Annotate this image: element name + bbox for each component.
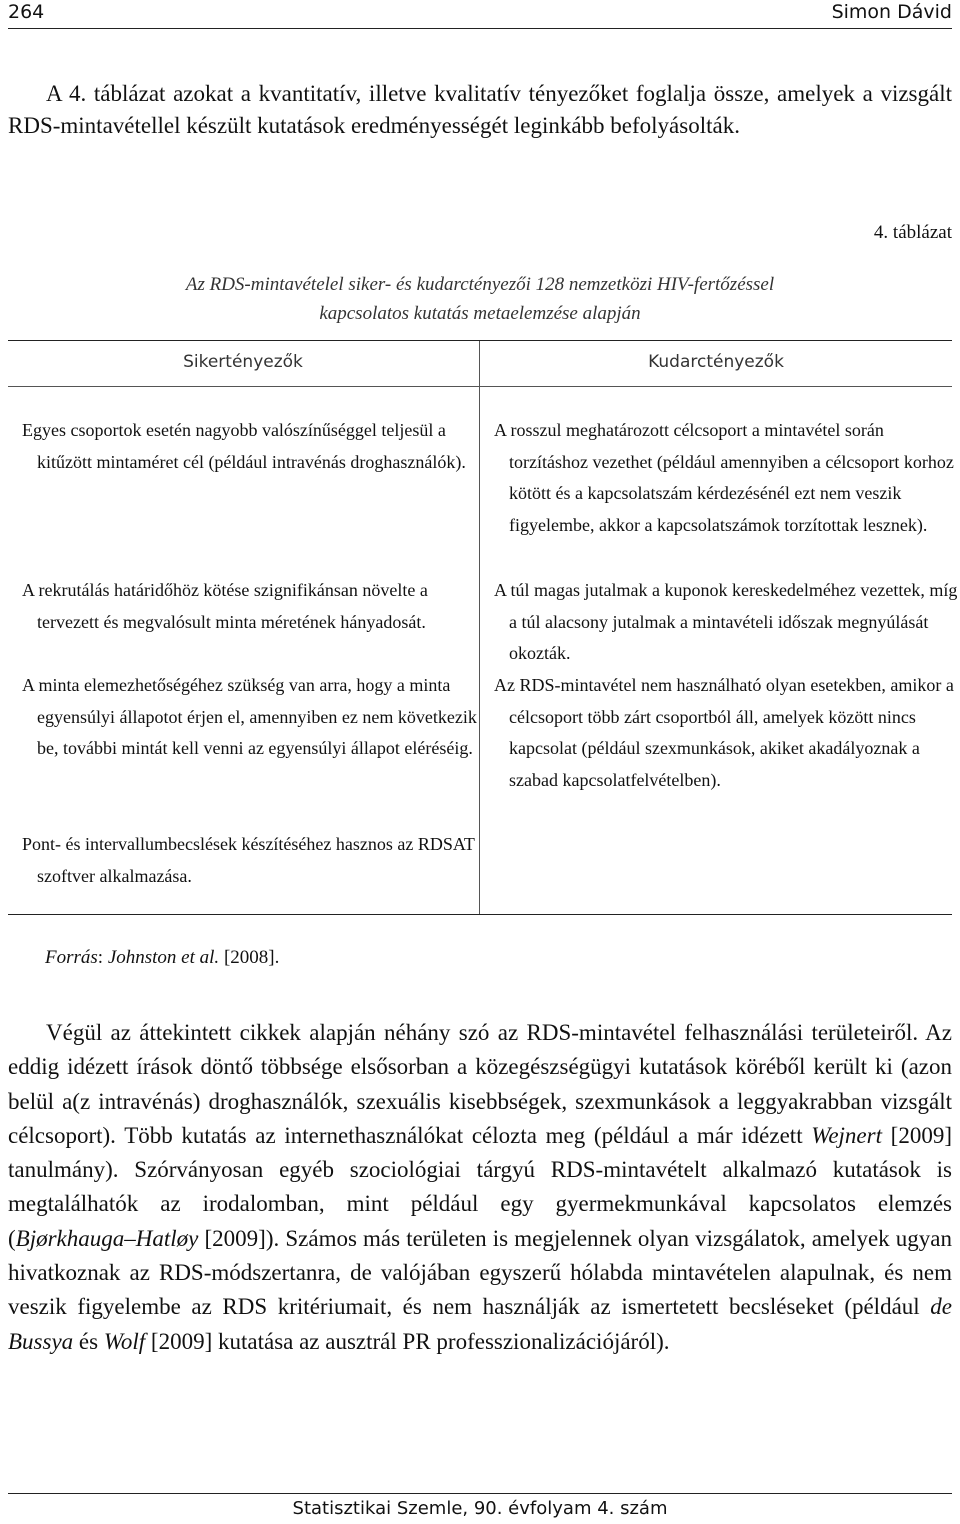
success-factor-4: Pont- és intervallumbecslések készítéséhez hasznos az RDSAT szoftver alkalmazása. bbox=[22, 834, 475, 886]
source-year: [2008]. bbox=[219, 947, 280, 968]
body-text-2: [2009] tanulmány). Szórványosan egyéb szociológiai tárgyú RDS-mintavételt alkalmazó kutatások is megtalálhatók az irodalomban, mint például egy gyermekmunkával kapcsolatos elemzés ( bbox=[8, 1122, 952, 1251]
table-header-rule bbox=[8, 386, 952, 387]
body-text-1: Végül az áttekintett cikkek alapján néhány szó az RDS-mintavétel felhasználási területeiről. Az eddig idézett írások döntő többsége elsősorban a közegészségügyi kutatások köréből került ki (azon belül a(z intravénás) droghasználók, szexuális kisebbségek, szexmunkások a leggyakrabban vizsgált célcsoport). Több kutatás az internethasználókat célozta meg (például a már idézett bbox=[8, 1020, 952, 1148]
failure-factor-2: A túl magas jutalmak a kuponok kereskedelméhez vezettek, míg a túl alacsony jutalmak a mintavételi időszak megnyúlását okozták. bbox=[494, 580, 958, 663]
table-title-line1: Az RDS-mintavételel siker- és kudarctényezői 128 nemzetközi HIV-fertőzéssel bbox=[185, 274, 775, 295]
table-source bbox=[45, 947, 279, 969]
source-label: Forrás bbox=[45, 947, 98, 968]
table-title bbox=[8, 270, 952, 328]
journal-footer: Statisztikai Szemle, 90. évfolyam 4. szám bbox=[8, 1493, 952, 1524]
success-factor-3: A minta elemezhetőségéhez szükség van arra, hogy a minta egyensúlyi állapotot érjen el, amennyiben ez nem következik be, további mintát kell venni az egyensúlyi állapot eléréséig. bbox=[22, 675, 477, 758]
citation-bjorkhauga-hatloy: Bjørkhauga–Hatløy bbox=[15, 1225, 199, 1251]
table-title-line2: kapcsolatos kutatás metaelemzése alapján bbox=[319, 303, 641, 324]
body-text-3: [2009]). Számos más területen is megjelennek olyan vizsgálatok, amelyek ugyan hivatkoznak az RDS-módszertanra, de valójában egyszerű hólabda mintavételen alapulnak, és nem veszik figyelembe az RDS kritériumait, és nem használják az ismertetett becsléseket (például bbox=[8, 1225, 952, 1320]
body-text-4: és bbox=[73, 1328, 104, 1354]
failure-factor-3: Az RDS-mintavétel nem használható olyan esetekben, amikor a célcsoport több zárt csoportból áll, amelyek között nincs kapcsolat (például szexmunkások, akiket akadályoznak a szabad kapcsolatfelvételben). bbox=[494, 675, 954, 790]
author-name: Simon Dávid bbox=[831, 1, 952, 23]
body-text-5: [2009] kutatása az ausztrál PR professzionalizációjáról). bbox=[145, 1328, 670, 1354]
running-header bbox=[8, 0, 952, 29]
success-factor-1: Egyes csoportok esetén nagyobb valószínűséggel teljesül a kitűzött mintaméret cél (például intravénás droghasználók). bbox=[22, 420, 466, 472]
table-top-rule bbox=[8, 340, 952, 341]
success-factor-2: A rekrutálás határidőhöz kötése szignifikánsan növelte a tervezett és megvalósult minta méretének hányadosát. bbox=[22, 580, 428, 632]
source-authors: Johnston et al. bbox=[107, 947, 220, 968]
source-separator: : bbox=[97, 947, 108, 968]
intro-paragraph: A 4. táblázat azokat a kvantitatív, illetve kvalitatív tényezőket foglalja össze, amelyek a vizsgált RDS-mintavétellel készült kutatások eredményességét leginkább befolyásolták. bbox=[8, 81, 952, 138]
citation-de-bussya: de Bussya bbox=[8, 1294, 952, 1354]
failure-factor-1: A rosszul meghatározott célcsoport a mintavétel során torzításhoz vezethet (például amennyiben a célcsoport korhoz kötött és a kapcsolatszám kérdezésénél ezt nem veszik figyelembe, akkor a kapcsolatszámok torzítottak lesznek). bbox=[494, 420, 954, 535]
citation-wejnert: Wejnert bbox=[811, 1122, 882, 1148]
page-number: 264 bbox=[8, 1, 45, 23]
table-bottom-rule bbox=[8, 914, 952, 915]
citation-wolf: Wolf bbox=[103, 1328, 146, 1354]
column-header-failure-factors: Kudarctényezők bbox=[648, 352, 784, 372]
column-header-success-factors: Sikertényezők bbox=[183, 352, 303, 372]
body-paragraph bbox=[8, 1016, 952, 1359]
table-number: 4. táblázat bbox=[873, 222, 952, 243]
